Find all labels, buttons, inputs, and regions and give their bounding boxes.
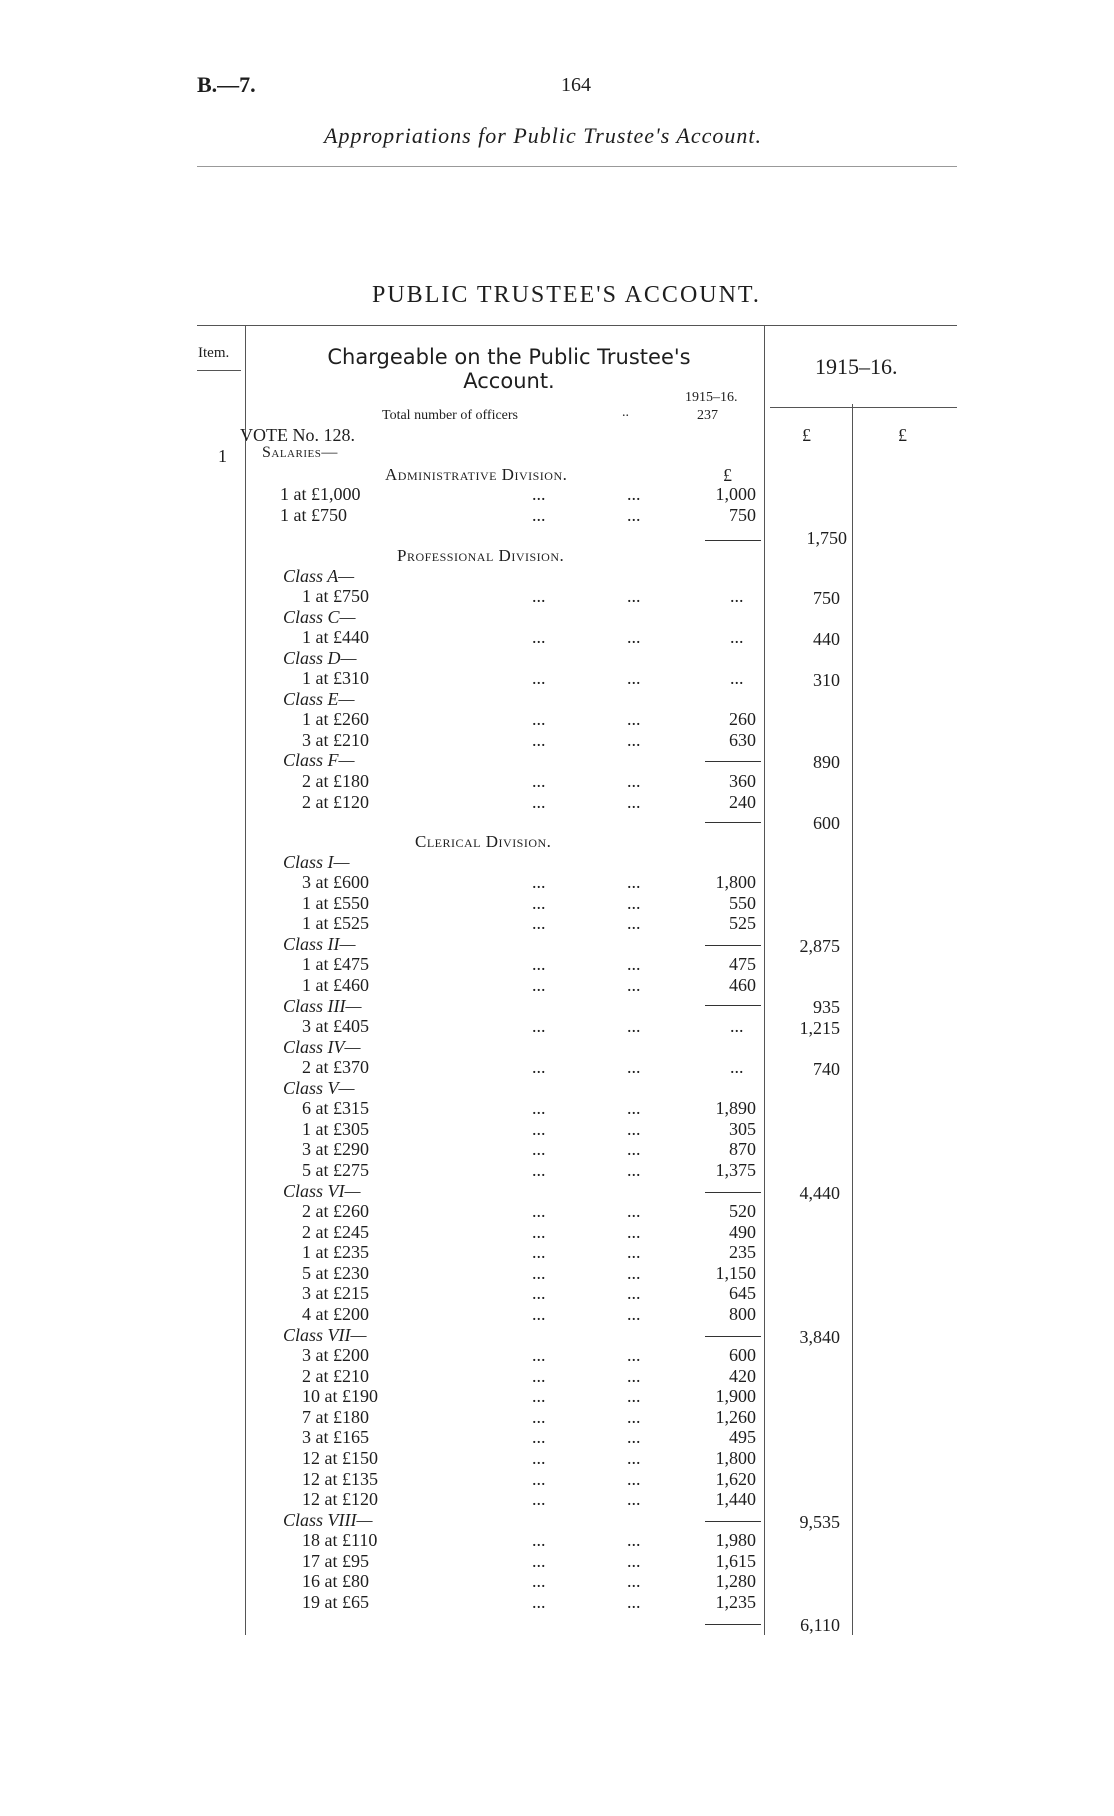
- class-heading: Class II—: [283, 934, 356, 954]
- class-heading: Class V—: [283, 1078, 355, 1098]
- table-row: 1 at £525 ... ... 525: [302, 913, 756, 934]
- class-total: 310: [813, 670, 840, 690]
- table-row: 3 at £165 ... ... 495: [302, 1427, 756, 1448]
- table-row: 3 at £215 ... ... 645: [302, 1283, 756, 1304]
- table-row: 1 at £305 ... ... 305: [302, 1118, 756, 1139]
- table-row: 2 at £370 ... ... ...: [302, 1057, 744, 1077]
- right-year-heading: 1915–16.: [815, 354, 898, 379]
- account-title: PUBLIC TRUSTEE'S ACCOUNT.: [372, 282, 761, 308]
- doc-reference: B.—7.: [197, 72, 256, 97]
- total-officers-dots: ..: [622, 405, 629, 420]
- table-row: 2 at £120 ... ... 240: [302, 792, 756, 812]
- table-row: 1 at £235 ... ... 235: [302, 1242, 756, 1263]
- table-row: 5 at £275 ... ... 1,375: [302, 1159, 756, 1180]
- table-row: 12 at £150 ... ... 1,800: [302, 1448, 756, 1468]
- table-row: 1 at £750 ... ... ...: [302, 586, 744, 606]
- table-row: 3 at £600 ... ... 1,800: [302, 872, 756, 892]
- class-total: 740: [813, 1059, 840, 1079]
- class-heading: Class A—: [283, 566, 355, 586]
- table-row: 2 at £260 ... ... 520: [302, 1201, 756, 1221]
- table-top-rule: [197, 325, 957, 326]
- class-total: 890: [813, 752, 840, 772]
- item-number: 1: [218, 446, 227, 466]
- table-row: 1 at £460 ... ... 460: [302, 974, 756, 995]
- table-row: 10 at £190 ... ... 1,900: [302, 1386, 756, 1407]
- table-row: 1 at £1,000 ... ... 1,000: [280, 484, 756, 504]
- class-total: 4,440: [799, 1183, 840, 1203]
- table-row: 1 at £260 ... ... 260: [302, 709, 756, 729]
- table-row: 2 at £245 ... ... 490: [302, 1221, 756, 1242]
- table-row: 3 at £210 ... ... 630: [302, 730, 756, 750]
- pound-sign-subtotal: £: [802, 425, 811, 445]
- pound-sign-detail: £: [723, 465, 732, 485]
- table-row: 16 at £80 ... ... 1,280: [302, 1571, 756, 1592]
- class-total: 1,215: [799, 1018, 840, 1038]
- table-row: 1 at £440 ... ... ...: [302, 627, 744, 647]
- year-head-rule: [770, 407, 957, 408]
- table-row: 3 at £200 ... ... 600: [302, 1345, 756, 1365]
- item-heading: Item.: [198, 345, 230, 361]
- table-row: 1 at £475 ... ... 475: [302, 954, 756, 974]
- header-rule: [197, 166, 957, 167]
- professional-division-heading: Professional Division.: [397, 546, 565, 565]
- total-officers-label: Total number of officers: [382, 408, 518, 423]
- class-heading: Class IV—: [283, 1037, 361, 1057]
- item-head-rule: [197, 370, 241, 371]
- table-row: 4 at £200 ... ... 800: [302, 1304, 756, 1324]
- table-row: 2 at £180 ... ... 360: [302, 771, 756, 791]
- class-heading: Class E—: [283, 689, 355, 709]
- salaries-heading: Salaries—: [262, 444, 338, 461]
- column-year: 1915–16.: [685, 390, 738, 405]
- total-officers-value: 237: [697, 408, 718, 423]
- class-total: 9,535: [799, 1512, 840, 1532]
- class-total: 600: [813, 813, 840, 833]
- class-heading: Class F—: [283, 750, 355, 770]
- page-number: 164: [561, 74, 591, 96]
- subtotal-rule: [705, 540, 761, 541]
- table-heading: Chargeable on the Public Trustee's Account.: [327, 345, 691, 393]
- table-row: 6 at £315 ... ... 1,890: [302, 1098, 756, 1118]
- admin-division-heading: Administrative Division.: [385, 465, 568, 484]
- table-row: 5 at £230 ... ... 1,150: [302, 1262, 756, 1283]
- class-heading: Class I—: [283, 852, 350, 872]
- table-row: 1 at £310 ... ... ...: [302, 668, 744, 688]
- class-total: 6,110: [800, 1615, 840, 1635]
- table-row: 12 at £135 ... ... 1,620: [302, 1468, 756, 1489]
- table-row: 18 at £110 ... ... 1,980: [302, 1530, 756, 1550]
- class-heading: Class VII—: [283, 1325, 367, 1345]
- table-row: 17 at £95 ... ... 1,615: [302, 1550, 756, 1571]
- item-column-rule: [245, 325, 246, 1635]
- clerical-division-heading: Clerical Division.: [415, 832, 552, 851]
- class-heading: Class III—: [283, 996, 362, 1016]
- class-heading: Class D—: [283, 648, 357, 668]
- class-heading: Class C—: [283, 607, 356, 627]
- class-total: 2,875: [799, 936, 840, 956]
- page-subtitle: Appropriations for Public Trustee's Account.: [324, 123, 762, 148]
- table-row: 7 at £180 ... ... 1,260: [302, 1406, 756, 1427]
- sub-amount-rule: [764, 325, 765, 1635]
- table-row: 2 at £210 ... ... 420: [302, 1365, 756, 1386]
- class-total: 935: [813, 997, 840, 1017]
- class-total: 750: [813, 588, 840, 608]
- table-row: 3 at £405 ... ... ...: [302, 1016, 744, 1036]
- class-total: 3,840: [799, 1327, 840, 1347]
- vote-label: VOTE No. 128.: [240, 425, 355, 445]
- class-total: 440: [813, 629, 840, 649]
- table-row: 12 at £120 ... ... 1,440: [302, 1489, 756, 1510]
- admin-total: 1,750: [806, 528, 847, 548]
- pound-sign-total: £: [898, 425, 907, 445]
- class-heading: Class VIII—: [283, 1510, 373, 1530]
- table-row: 19 at £65 ... ... 1,235: [302, 1591, 756, 1612]
- total-column-rule: [852, 404, 853, 1635]
- table-row: 1 at £750 ... ... 750: [280, 505, 756, 525]
- table-row: 3 at £290 ... ... 870: [302, 1139, 756, 1160]
- class-heading: Class VI—: [283, 1181, 361, 1201]
- table-row: 1 at £550 ... ... 550: [302, 892, 756, 913]
